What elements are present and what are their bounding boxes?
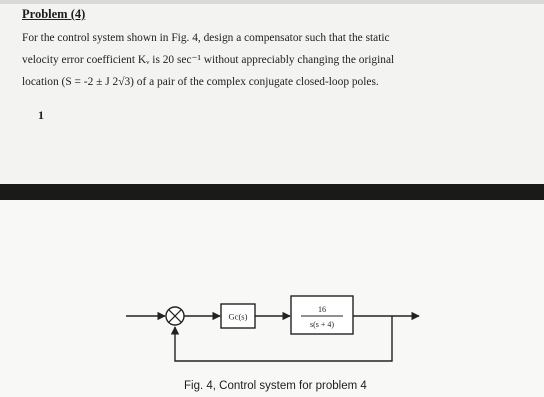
statement-line-2: velocity error coefficient Kᵥ is 20 sec⁻¹ without appreciably changing the original [22,54,395,66]
problem-heading: Problem (4) [22,7,86,21]
feedback-path [175,316,392,361]
compensator-label: Gc(s) [228,311,248,322]
plant-denominator: s(s + 4) [309,320,335,329]
plant-numerator: 16 [318,305,326,314]
statement-line-3: location (S = -2 ± J 2√3) of a pair of the complex conjugate closed-loop poles. [22,76,379,88]
answer-number: 1 [38,108,44,122]
black-divider-bar [0,184,544,200]
block-diagram [0,200,544,397]
summing-junction [166,307,184,325]
statement-line-1: For the control system shown in Fig. 4, design a compensator such that the static [22,32,390,44]
figure-caption: Fig. 4, Control system for problem 4 [184,380,367,392]
problem-statement [22,27,534,93]
top-strip [0,0,544,4]
